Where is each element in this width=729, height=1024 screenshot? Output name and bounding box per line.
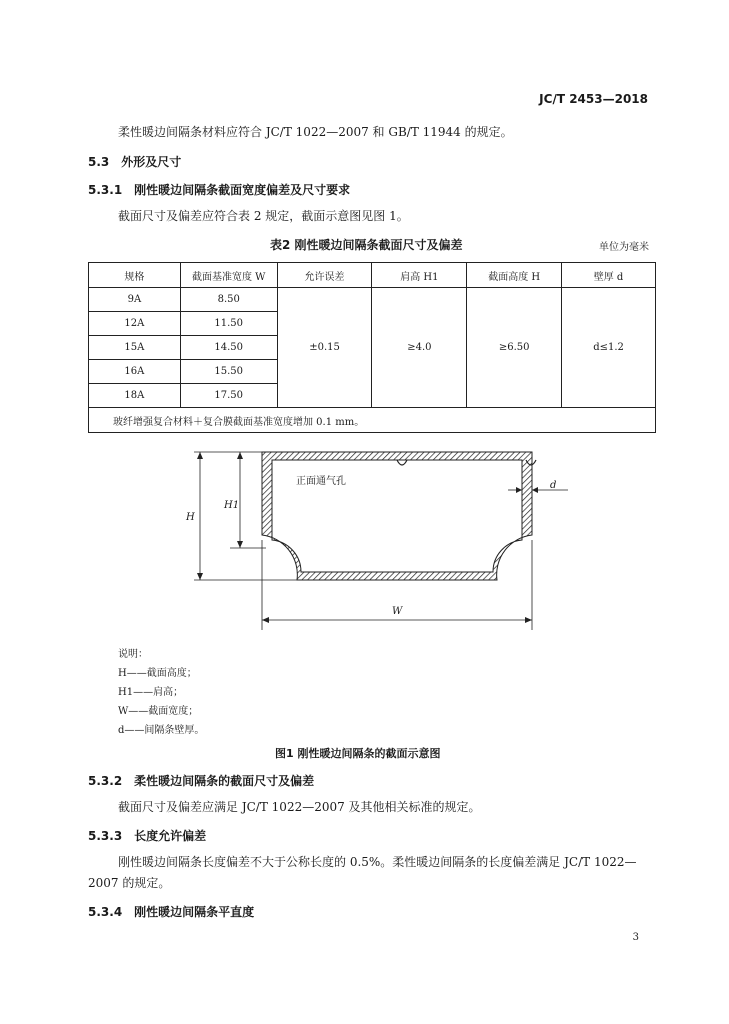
height-cell: ≥6.50 (467, 288, 562, 408)
dimension-label-H1: H1 (224, 500, 240, 511)
vent-hole-label: 正面通气孔 (296, 476, 346, 487)
dimension-label-W: W (392, 606, 403, 617)
spec-cell: 12A (89, 312, 181, 336)
spec-cell: 18A (89, 384, 181, 408)
width-cell: 11.50 (180, 312, 277, 336)
paragraph-length-line1: 刚性暖边间隔条长度偏差不大于公称长度的 0.5%。柔性暖边间隔条的长度偏差满足 JC/T 1022— (118, 855, 637, 869)
table-note-row (89, 408, 656, 433)
section-heading-5-3-1 (88, 181, 350, 198)
spec-cell: 9A (89, 288, 181, 312)
wall-cell: d≤1.2 (562, 288, 656, 408)
section-title: 外形及尺寸 (121, 155, 182, 169)
table-unit: 单位为毫米 (599, 242, 649, 253)
width-cell: 14.50 (180, 336, 277, 360)
legend-item: H——截面高度； (118, 668, 197, 679)
header-cell: 允许误差 (277, 263, 372, 288)
paragraph-material: 柔性暖边间隔条材料应符合 JC/T 1022—2007 和 GB/T 11944 的规定。 (118, 125, 513, 139)
dimension-label-H: H (186, 512, 195, 523)
legend-item: H1——肩高； (118, 687, 184, 698)
legend-item: d——间隔条壁厚。 (118, 725, 205, 736)
legend-item: W——截面宽度； (118, 706, 199, 717)
width-cell: 15.50 (180, 360, 277, 384)
legend-title: 说明： (118, 649, 148, 660)
spec-table (88, 262, 656, 433)
section-heading-5-3-2 (88, 772, 314, 789)
dimension-label-d: d (550, 480, 557, 491)
section-title: 刚性暖边间隔条截面宽度偏差及尺寸要求 (134, 183, 351, 197)
cross-section-diagram (0, 440, 729, 640)
header-cell: 规格 (89, 263, 181, 288)
document-code: JC/T 2453—2018 (539, 92, 648, 106)
width-cell: 17.50 (180, 384, 277, 408)
shoulder-cell: ≥4.0 (372, 288, 467, 408)
table-header-row (89, 263, 656, 288)
section-number: 5.3.1 (88, 183, 123, 197)
header-cell: 壁厚 d (562, 263, 656, 288)
section-heading-5-3-4 (88, 903, 254, 920)
spec-cell: 15A (89, 336, 181, 360)
section-title: 柔性暖边间隔条的截面尺寸及偏差 (134, 774, 315, 788)
paragraph-flexible-section: 截面尺寸及偏差应满足 JC/T 1022—2007 及其他相关标准的规定。 (118, 800, 481, 814)
paragraph-length-line2: 2007 的规定。 (88, 876, 171, 890)
vent-hole-left (397, 460, 407, 465)
section-title: 刚性暖边间隔条平直度 (134, 905, 255, 919)
section-heading-5-3-3 (88, 827, 206, 844)
tolerance-cell: ±0.15 (277, 288, 372, 408)
paragraph-table-ref: 截面尺寸及偏差应符合表 2 规定，截面示意图见图 1。 (118, 209, 409, 223)
spec-cell: 16A (89, 360, 181, 384)
header-cell: 肩高 H1 (372, 263, 467, 288)
table-caption: 表2 刚性暖边间隔条截面尺寸及偏差 (270, 238, 463, 252)
width-cell: 8.50 (180, 288, 277, 312)
table-note: 玻纤增强复合材料＋复合膜截面基准宽度增加 0.1 mm。 (89, 408, 656, 433)
table-row (89, 288, 656, 312)
header-cell: 截面高度 H (467, 263, 562, 288)
header-cell: 截面基准宽度 W (180, 263, 277, 288)
section-number: 5.3.4 (88, 905, 123, 919)
section-number: 5.3.3 (88, 829, 123, 843)
section-title: 长度允许偏差 (134, 829, 207, 843)
section-number: 5.3 (88, 155, 110, 169)
section-heading-5-3 (88, 153, 181, 170)
section-number: 5.3.2 (88, 774, 123, 788)
figure-caption: 图1 刚性暖边间隔条的截面示意图 (275, 747, 441, 760)
page-number: 3 (632, 932, 639, 943)
